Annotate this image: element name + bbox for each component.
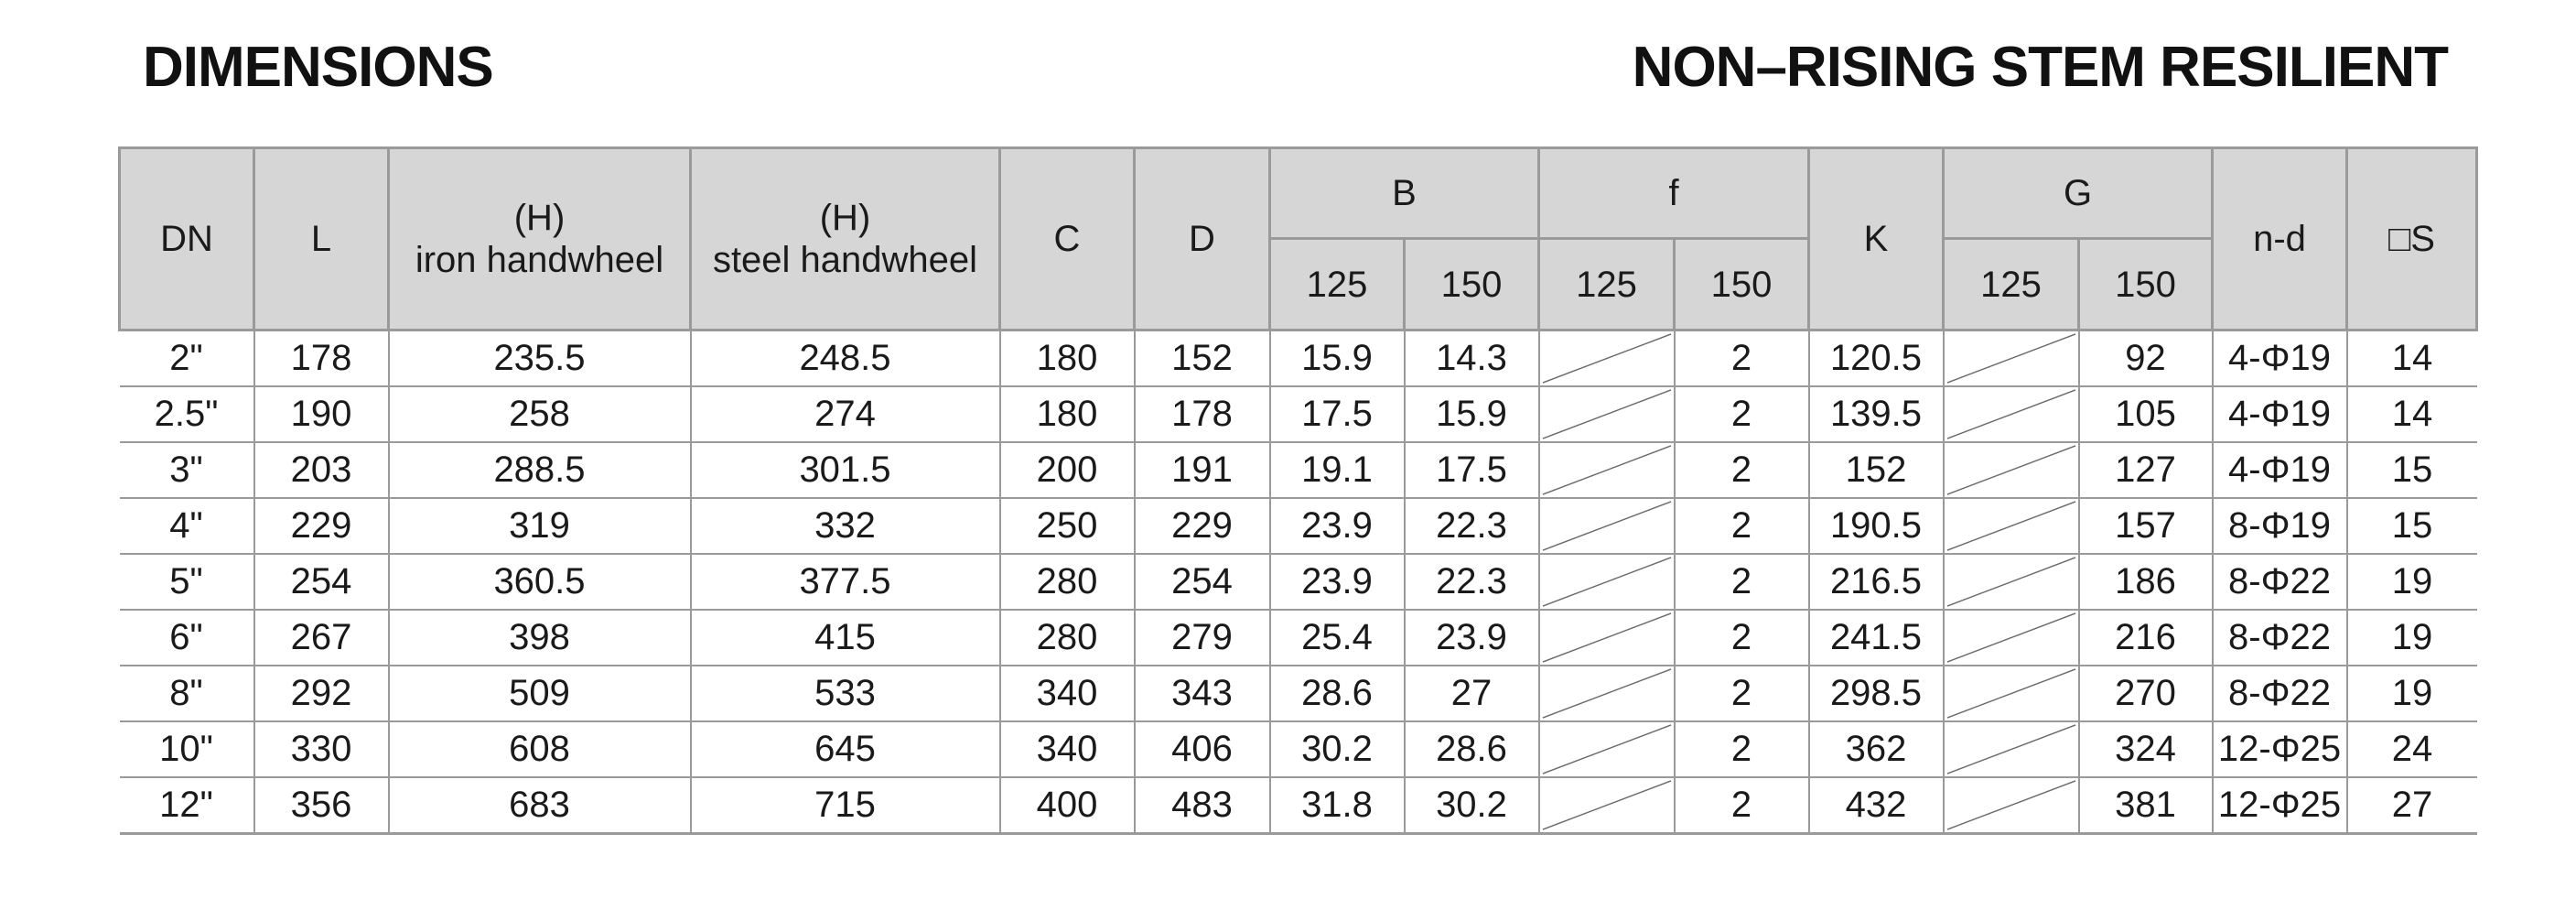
cell-b-125: 19.1 [1270,442,1405,498]
cell-b-150: 22.3 [1405,498,1539,554]
header-g: G [1944,148,2213,239]
cell-b-125: 28.6 [1270,666,1405,721]
table-row [120,386,2477,442]
cell-g-125-not-applicable-slash [1944,666,2079,721]
cell-k: 216.5 [1809,554,1944,610]
cell-l: 356 [254,777,389,834]
cell-c: 250 [1000,498,1135,554]
cell-d: 343 [1135,666,1270,721]
cell-f-125-not-applicable-slash [1539,386,1675,442]
header-b-150: 150 [1405,239,1539,330]
cell-f-150: 2 [1675,721,1809,777]
cell-h-steel: 274 [691,386,1000,442]
header-dn: DN [120,148,254,330]
header-h-iron-label: (H) iron handwheel [415,198,664,280]
table-row [120,330,2477,387]
table-header [120,148,2477,330]
header-d: D [1135,148,1270,330]
diagonal-slash-icon [1540,387,1674,441]
diagonal-slash-icon [1945,331,2078,385]
diagonal-slash-icon [1945,443,2078,497]
header-f-150: 150 [1675,239,1809,330]
cell-s: 24 [2347,721,2477,777]
cell-g-150: 381 [2079,777,2213,834]
cell-nd: 8-Φ19 [2213,498,2347,554]
diagonal-slash-icon [1945,666,2078,720]
cell-b-150: 28.6 [1405,721,1539,777]
cell-k: 120.5 [1809,330,1944,387]
cell-h-iron: 288.5 [389,442,691,498]
cell-nd: 8-Φ22 [2213,554,2347,610]
header-b-125: 125 [1270,239,1405,330]
cell-b-150: 15.9 [1405,386,1539,442]
cell-nd: 4-Φ19 [2213,442,2347,498]
cell-c: 180 [1000,386,1135,442]
cell-d: 483 [1135,777,1270,834]
cell-b-150: 27 [1405,666,1539,721]
cell-dn: 2" [120,330,254,387]
cell-k: 152 [1809,442,1944,498]
cell-nd: 8-Φ22 [2213,666,2347,721]
diagonal-slash-icon [1540,499,1674,553]
header-h-steel-label: (H) steel handwheel [712,198,978,280]
cell-f-125-not-applicable-slash [1539,777,1675,834]
cell-g-150: 92 [2079,330,2213,387]
cell-h-iron: 683 [389,777,691,834]
product-title: NON–RISING STEM RESILIENT [1632,36,2448,99]
table-row [120,777,2477,834]
cell-h-steel: 301.5 [691,442,1000,498]
header-g-125: 125 [1944,239,2079,330]
cell-b-150: 23.9 [1405,610,1539,666]
cell-f-150: 2 [1675,386,1809,442]
cell-l: 178 [254,330,389,387]
cell-g-125-not-applicable-slash [1944,498,2079,554]
cell-g-150: 270 [2079,666,2213,721]
cell-nd: 12-Φ25 [2213,721,2347,777]
cell-l: 292 [254,666,389,721]
cell-nd: 4-Φ19 [2213,330,2347,387]
cell-s: 27 [2347,777,2477,834]
header-h-steel [691,148,1000,330]
cell-nd: 4-Φ19 [2213,386,2347,442]
cell-b-125: 31.8 [1270,777,1405,834]
cell-f-125-not-applicable-slash [1539,610,1675,666]
dimensions-table [118,146,2478,835]
table-row [120,498,2477,554]
diagonal-slash-icon [1540,722,1674,776]
cell-dn: 12" [120,777,254,834]
cell-b-125: 23.9 [1270,498,1405,554]
cell-f-125-not-applicable-slash [1539,330,1675,387]
cell-h-iron: 509 [389,666,691,721]
cell-g-125-not-applicable-slash [1944,777,2079,834]
cell-h-iron: 258 [389,386,691,442]
cell-d: 254 [1135,554,1270,610]
cell-dn: 2.5" [120,386,254,442]
cell-g-125-not-applicable-slash [1944,330,2079,387]
cell-g-125-not-applicable-slash [1944,610,2079,666]
cell-nd: 12-Φ25 [2213,777,2347,834]
cell-dn: 3" [120,442,254,498]
cell-k: 241.5 [1809,610,1944,666]
cell-h-steel: 415 [691,610,1000,666]
cell-f-150: 2 [1675,666,1809,721]
cell-f-150: 2 [1675,777,1809,834]
cell-s: 19 [2347,554,2477,610]
cell-f-125-not-applicable-slash [1539,554,1675,610]
table-row [120,721,2477,777]
cell-g-150: 157 [2079,498,2213,554]
cell-g-125-not-applicable-slash [1944,721,2079,777]
cell-d: 178 [1135,386,1270,442]
header-b: B [1270,148,1539,239]
diagonal-slash-icon [1945,778,2078,832]
cell-c: 280 [1000,554,1135,610]
cell-b-150: 17.5 [1405,442,1539,498]
cell-dn: 8" [120,666,254,721]
diagonal-slash-icon [1945,722,2078,776]
cell-s: 15 [2347,442,2477,498]
cell-s: 19 [2347,666,2477,721]
cell-f-150: 2 [1675,498,1809,554]
cell-b-125: 25.4 [1270,610,1405,666]
page-title: DIMENSIONS [143,36,493,99]
cell-d: 191 [1135,442,1270,498]
header-l: L [254,148,389,330]
cell-l: 190 [254,386,389,442]
cell-h-steel: 332 [691,498,1000,554]
cell-k: 298.5 [1809,666,1944,721]
header-s: □S [2347,148,2477,330]
cell-h-steel: 533 [691,666,1000,721]
cell-b-125: 23.9 [1270,554,1405,610]
cell-h-iron: 235.5 [389,330,691,387]
diagonal-slash-icon [1945,555,2078,609]
cell-l: 203 [254,442,389,498]
cell-c: 180 [1000,330,1135,387]
diagonal-slash-icon [1945,611,2078,665]
cell-c: 280 [1000,610,1135,666]
cell-d: 406 [1135,721,1270,777]
cell-l: 330 [254,721,389,777]
cell-g-150: 324 [2079,721,2213,777]
header-f-125: 125 [1539,239,1675,330]
cell-l: 254 [254,554,389,610]
cell-f-125-not-applicable-slash [1539,442,1675,498]
cell-b-150: 22.3 [1405,554,1539,610]
header-k: K [1809,148,1944,330]
table-row [120,442,2477,498]
cell-h-steel: 248.5 [691,330,1000,387]
cell-f-125-not-applicable-slash [1539,498,1675,554]
cell-h-steel: 715 [691,777,1000,834]
cell-h-steel: 377.5 [691,554,1000,610]
cell-g-125-not-applicable-slash [1944,386,2079,442]
cell-dn: 10" [120,721,254,777]
cell-h-iron: 398 [389,610,691,666]
diagonal-slash-icon [1540,666,1674,720]
cell-l: 229 [254,498,389,554]
diagonal-slash-icon [1540,555,1674,609]
cell-g-150: 186 [2079,554,2213,610]
cell-dn: 4" [120,498,254,554]
cell-k: 190.5 [1809,498,1944,554]
cell-c: 400 [1000,777,1135,834]
cell-h-iron: 360.5 [389,554,691,610]
cell-s: 15 [2347,498,2477,554]
cell-s: 19 [2347,610,2477,666]
header-h-iron [389,148,691,330]
diagonal-slash-icon [1540,331,1674,385]
header-nd: n-d [2213,148,2347,330]
cell-b-125: 15.9 [1270,330,1405,387]
table-row [120,610,2477,666]
cell-h-iron: 608 [389,721,691,777]
diagonal-slash-icon [1540,611,1674,665]
cell-g-125-not-applicable-slash [1944,554,2079,610]
cell-nd: 8-Φ22 [2213,610,2347,666]
cell-b-150: 14.3 [1405,330,1539,387]
cell-h-iron: 319 [389,498,691,554]
cell-f-125-not-applicable-slash [1539,721,1675,777]
diagonal-slash-icon [1945,499,2078,553]
cell-l: 267 [254,610,389,666]
cell-f-150: 2 [1675,442,1809,498]
diagonal-slash-icon [1945,387,2078,441]
cell-d: 229 [1135,498,1270,554]
cell-f-150: 2 [1675,330,1809,387]
table-body [120,330,2477,834]
header-f: f [1539,148,1809,239]
cell-c: 340 [1000,666,1135,721]
cell-k: 362 [1809,721,1944,777]
cell-c: 200 [1000,442,1135,498]
cell-b-125: 30.2 [1270,721,1405,777]
header-c: C [1000,148,1135,330]
cell-g-150: 105 [2079,386,2213,442]
diagonal-slash-icon [1540,443,1674,497]
cell-f-125-not-applicable-slash [1539,666,1675,721]
cell-k: 139.5 [1809,386,1944,442]
diagonal-slash-icon [1540,778,1674,832]
cell-g-150: 216 [2079,610,2213,666]
cell-b-150: 30.2 [1405,777,1539,834]
cell-g-150: 127 [2079,442,2213,498]
cell-g-125-not-applicable-slash [1944,442,2079,498]
cell-dn: 6" [120,610,254,666]
table-row [120,666,2477,721]
cell-b-125: 17.5 [1270,386,1405,442]
header-g-150: 150 [2079,239,2213,330]
cell-f-150: 2 [1675,610,1809,666]
cell-k: 432 [1809,777,1944,834]
cell-s: 14 [2347,386,2477,442]
cell-h-steel: 645 [691,721,1000,777]
table-row [120,554,2477,610]
cell-dn: 5" [120,554,254,610]
cell-d: 152 [1135,330,1270,387]
cell-c: 340 [1000,721,1135,777]
cell-f-150: 2 [1675,554,1809,610]
cell-s: 14 [2347,330,2477,387]
cell-d: 279 [1135,610,1270,666]
